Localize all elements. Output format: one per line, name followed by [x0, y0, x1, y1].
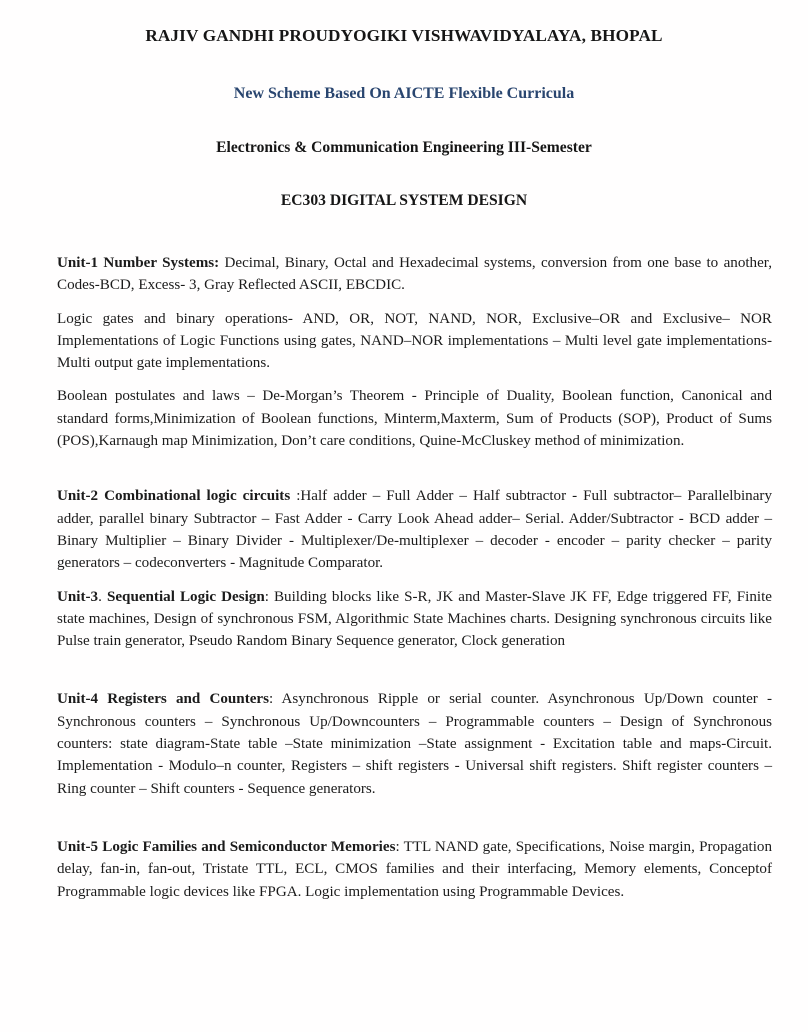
unit-4-paragraph: [57, 688, 772, 799]
university-title: RAJIV GANDHI PROUDYOGIKI VISHWAVIDYALAYA, BHOPAL: [145, 26, 663, 45]
department-semester-title: Electronics & Communication Engineering III-Semester: [216, 139, 592, 156]
course-code-title: EC303 DIGITAL SYSTEM DESIGN: [280, 192, 528, 209]
unit-4-heading: Unit-4 Registers and Counters: [57, 691, 269, 708]
syllabus-body: [0, 252, 808, 903]
unit-5-heading: Unit-5 Logic Families and Semiconductor Memories: [57, 838, 396, 855]
unit-2-paragraph: [57, 485, 772, 574]
unit-1-paragraph-2: [57, 308, 772, 375]
unit-5-paragraph: [57, 836, 772, 903]
unit-3-paragraph: [57, 586, 772, 653]
unit-3-text: : Building blocks like S-R, JK and Master-Slave JK FF, Edge triggered FF, Finite state machines, Design of synchronous FSM, Algorithmic State Machines charts. Designing synchronous circuits like Pulse train generator, Pseudo Random Binary Sequence generator, Clock generation: [57, 588, 772, 650]
unit-4-text: : Asynchronous Ripple or serial counter. Asynchronous Up/Down counter - Synchronous counters – Synchronous Up/Downcounters – Programmable counters – Design of Synchronous counters: state diagram-State table –State minimization –State assignment - Excitation table and maps-Circuit. Implementation - Modulo–n counter, Registers – shift registers - Universal shift registers. Shift register counters – Ring counter – Shift counters - Sequence generators.: [57, 691, 773, 797]
scheme-subtitle: New Scheme Based On AICTE Flexible Curricula: [233, 85, 575, 102]
unit-3-label: Unit-3: [57, 588, 99, 605]
document-header: [0, 0, 808, 211]
unit-3-heading: Sequential Logic Design: [106, 588, 265, 605]
unit-1-text-3: Boolean postulates and laws – De-Morgan’s Theorem - Principle of Duality, Boolean function, Canonical and standard forms,Minimization of Boolean functions, Minterm,Maxterm, Sum of Products (SOP), Product of Sums (POS),Karnaugh map Minimization, Don’t care conditions, Quine-McCluskey method of minimization.: [57, 388, 772, 450]
unit-1-paragraph-3: [57, 385, 772, 452]
unit-2-heading: Unit-2 Combinational logic circuits: [57, 488, 291, 505]
unit-2-text: :Half adder – Full Adder – Half subtractor - Full subtractor– Parallelbinary adder, parallel binary Subtractor – Fast Adder - Carry Look Ahead adder– Serial. Adder/Subtractor - BCD adder – Binary Multiplier – Binary Divider - Multiplexer/De-multiplexer – decoder - encoder – parity checker – parity generators – codeconverters - Magnitude Comparator.: [57, 488, 772, 572]
unit-1-text-1: Decimal, Binary, Octal and Hexadecimal systems, conversion from one base to another, Codes-BCD, Excess- 3, Gray Reflected ASCII, EBCDIC.: [57, 255, 772, 294]
unit-3-separator: .: [98, 588, 107, 605]
unit-5-text: : TTL NAND gate, Specifications, Noise margin, Propagation delay, fan-in, fan-out, Tristate TTL, ECL, CMOS families and their interfacing, Memory elements, Conceptof Programmable logic devices like FPGA. Logic implementation using Programmable Devices.: [57, 838, 773, 900]
unit-1-text-2: Logic gates and binary operations- AND, OR, NOT, NAND, NOR, Exclusive–OR and Exclusive– NOR Implementations of Logic Functions using gates, NAND–NOR implementations – Multi level gate implementations- Multi output gate implementations.: [57, 310, 772, 372]
unit-1-heading: Unit-1 Number Systems:: [57, 255, 220, 271]
unit-1-paragraph-1: [57, 252, 772, 297]
